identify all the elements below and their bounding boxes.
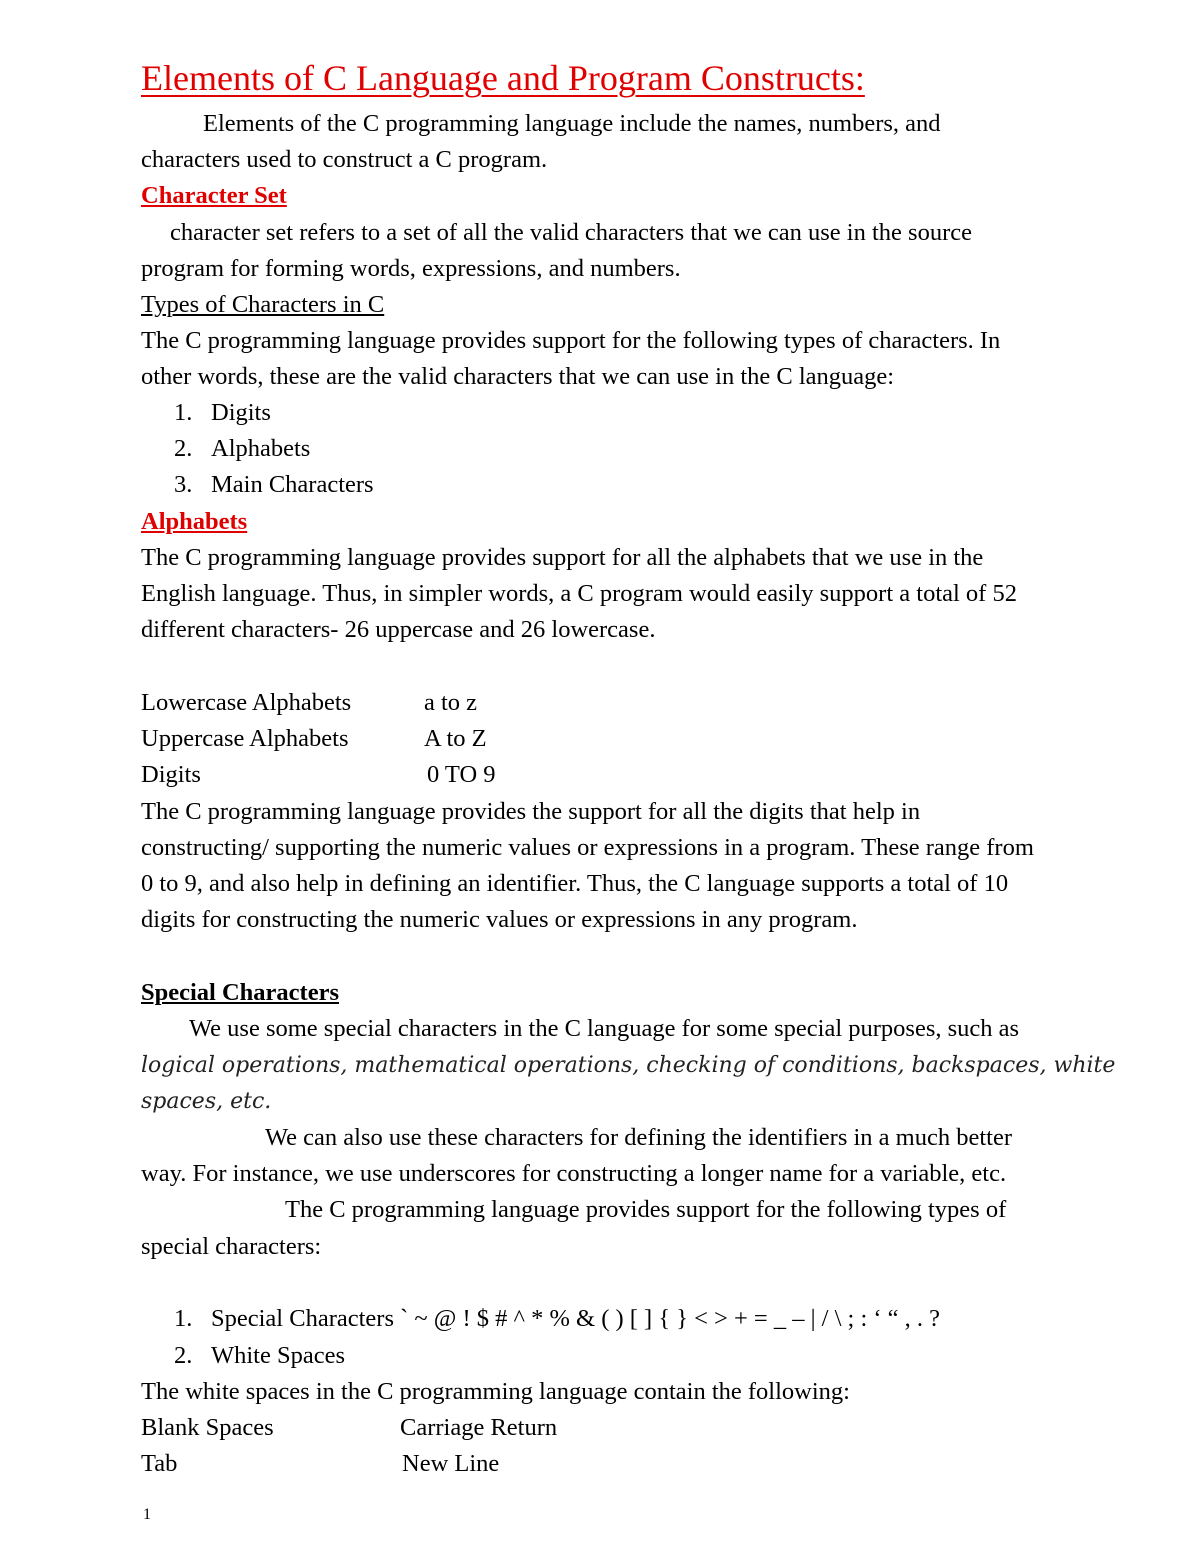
white-space-item: Blank Spaces: [141, 1414, 274, 1441]
document-title: Elements of C Language and Program Constructs:: [141, 58, 865, 98]
white-space-item: Tab: [141, 1450, 178, 1477]
table-value: A to Z: [424, 725, 487, 752]
special-list-item: [174, 1304, 940, 1334]
list-text: Digits: [211, 399, 271, 426]
page-number: 1: [143, 1506, 151, 1523]
special-italic-2: spaces, etc.: [141, 1089, 272, 1114]
types-list-item: [174, 470, 374, 500]
special-line-3a: The C programming language provides support for the following types of: [285, 1196, 1007, 1223]
special-line-1: We use some special characters in the C language for some special purposes, such as: [189, 1015, 1020, 1042]
list-number: 2.: [174, 1342, 193, 1369]
alphabets-line-1: The C programming language provides support for all the alphabets that we use in the: [141, 544, 984, 571]
list-text: White Spaces: [211, 1342, 346, 1369]
table-label: Uppercase Alphabets: [141, 725, 349, 752]
digits-line-3: 0 to 9, and also help in defining an identifier. Thus, the C language supports a total of 10: [141, 870, 1009, 897]
white-space-intro: The white spaces in the C programming language contain the following:: [141, 1378, 850, 1405]
table-label: Lowercase Alphabets: [141, 689, 352, 716]
digits-line-4: digits for constructing the numeric values or expressions in any program.: [141, 906, 858, 933]
list-number: 1.: [174, 1305, 193, 1332]
list-text: Special Characters ` ~ @ ! $ # ^ * % & ( ) [ ] { } < > + = _ – | / \ ; : ‘ “ , . ?: [211, 1305, 941, 1332]
types-heading: Types of Characters in C: [141, 291, 385, 318]
list-number: 3.: [174, 471, 193, 498]
types-list-item: [174, 398, 271, 428]
table-value: a to z: [424, 689, 478, 716]
types-line-1: The C programming language provides support for the following types of characters. In: [141, 327, 1001, 354]
types-line-2: other words, these are the valid characters that we can use in the C language:: [141, 363, 895, 390]
special-line-2b: way. For instance, we use underscores for constructing a longer name for a variable, etc.: [141, 1160, 1007, 1187]
white-space-item: Carriage Return: [400, 1414, 558, 1441]
table-value: 0 TO 9: [427, 761, 496, 788]
special-heading: Special Characters: [141, 979, 339, 1006]
alphabets-heading: Alphabets: [141, 508, 248, 535]
list-text: Alphabets: [211, 435, 311, 462]
digits-line-1: The C programming language provides the support for all the digits that help in: [141, 798, 921, 825]
character-set-line-1: character set refers to a set of all the valid characters that we can use in the source: [170, 219, 972, 246]
intro-line-2: characters used to construct a C program.: [141, 146, 548, 173]
types-list-item: [174, 434, 310, 464]
special-line-2a: We can also use these characters for defining the identifiers in a much better: [265, 1124, 1013, 1151]
list-text: Main Characters: [211, 471, 374, 498]
character-set-heading: Character Set: [141, 182, 287, 209]
alphabets-line-3: different characters- 26 uppercase and 26 lowercase.: [141, 616, 656, 643]
list-number: 2.: [174, 435, 193, 462]
list-number: 1.: [174, 399, 193, 426]
alphabets-line-2: English language. Thus, in simpler words, a C program would easily support a total of 52: [141, 580, 1017, 607]
special-italic-1: logical operations, mathematical operations, checking of conditions, backspaces, white: [141, 1053, 1116, 1078]
table-label: Digits: [141, 761, 201, 788]
special-line-3b: special characters:: [141, 1233, 322, 1260]
special-list-item: [174, 1341, 345, 1371]
intro-line-1: Elements of the C programming language include the names, numbers, and: [203, 110, 941, 137]
white-space-item: New Line: [402, 1450, 500, 1477]
character-set-line-2: program for forming words, expressions, and numbers.: [141, 255, 681, 282]
digits-line-2: constructing/ supporting the numeric values or expressions in a program. These range from: [141, 834, 1034, 861]
